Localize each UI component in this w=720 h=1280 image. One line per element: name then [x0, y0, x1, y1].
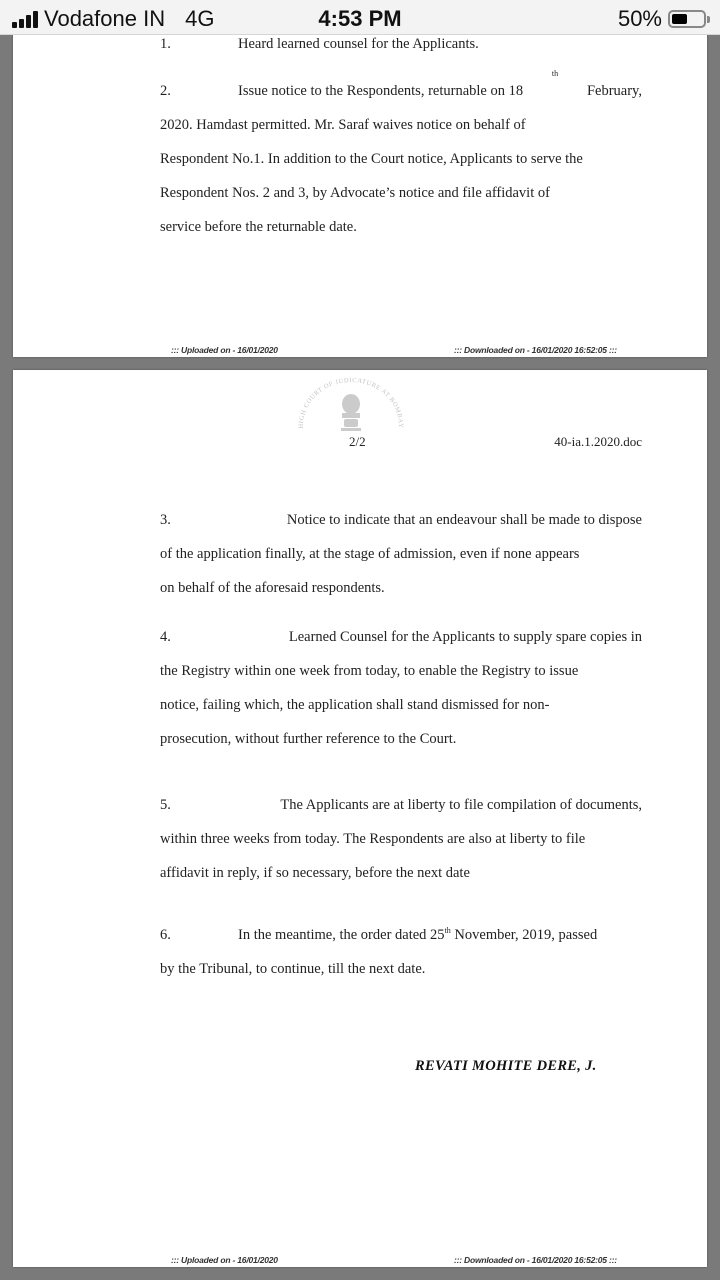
paragraph-2: [160, 69, 642, 244]
paragraph-number: 6.: [160, 927, 171, 943]
paragraph-line: on behalf of the aforesaid respondents.: [160, 580, 385, 596]
status-bar-right: [618, 6, 710, 32]
paragraph-1: [160, 35, 642, 53]
carrier-name: Vodafone IN: [44, 6, 166, 31]
paragraph-3: [160, 503, 642, 605]
document-page-1[interactable]: [13, 0, 707, 357]
svg-text:HIGH COURT OF JUDICATURE AT BO: HIGH COURT OF JUDICATURE AT BOMBAY: [297, 376, 405, 429]
paragraph-line-tail: November, 2019, passed: [450, 927, 598, 943]
paragraph-number: 3.: [160, 512, 171, 528]
paragraph-number: 1.: [160, 36, 171, 52]
ordinal-suffix: th: [444, 926, 451, 935]
paragraph-line: prosecution, without further reference to the Court.: [160, 731, 457, 747]
paragraph-line: by the Tribunal, to continue, till the next date.: [160, 961, 426, 977]
paragraph-line-tail: February,: [586, 83, 642, 99]
paragraph-line: The Applicants are at liberty to file compilation of documents,: [280, 797, 642, 813]
judge-signature: REVATI MOHITE DERE, J.: [415, 1058, 597, 1074]
paragraph-line: within three weeks from today. The Respondents are also at liberty to file: [160, 831, 586, 847]
network-type: 4G: [185, 6, 215, 31]
paragraph-line: Notice to indicate that an endeavour shall be made to dispose: [286, 512, 642, 528]
paragraph-line: service before the returnable date.: [160, 219, 357, 235]
downloaded-on-footer: ::: Downloaded on - 16/01/2020 16:52:05 :::: [454, 1255, 617, 1265]
paragraph-line: Respondent No.1. In addition to the Court notice, Applicants to serve the: [160, 151, 583, 167]
paragraph-line: notice, failing which, the application shall stand dismissed for non-: [160, 697, 550, 713]
paragraph-number: 5.: [160, 797, 171, 813]
paragraph-text: Heard learned counsel for the Applicants.: [238, 36, 479, 52]
paragraph-number: 4.: [160, 629, 171, 645]
ordinal-suffix: th: [551, 69, 559, 78]
battery-tip: [707, 16, 710, 23]
paragraph-5: [160, 788, 642, 890]
paragraph-4: [160, 620, 642, 756]
paragraph-6: [160, 918, 642, 986]
document-filename: 40-ia.1.2020.doc: [554, 434, 642, 449]
status-bar: [0, 0, 720, 35]
battery-percent: 50%: [617, 6, 662, 31]
paragraph-line: the Registry within one week from today, to enable the Registry to issue: [160, 663, 579, 679]
paragraph-number: 2.: [160, 83, 171, 99]
battery-icon: [668, 10, 706, 28]
clock: 4:53 PM: [318, 6, 402, 31]
battery-fill: [672, 14, 687, 24]
paragraph-line: 2020. Hamdast permitted. Mr. Saraf waives notice on behalf of: [160, 117, 526, 133]
downloaded-on-footer: ::: Downloaded on - 16/01/2020 16:52:05 :::: [454, 345, 617, 355]
paragraph-line: Respondent Nos. 2 and 3, by Advocate’s notice and file affidavit of: [160, 185, 550, 201]
document-page-2[interactable]: [13, 370, 707, 1267]
page-counter: 2/2: [349, 434, 366, 449]
paragraph-line: Issue notice to the Respondents, returnable on 18: [238, 83, 524, 99]
paragraph-line: In the meantime, the order dated 25: [238, 927, 445, 943]
paragraph-line: of the application finally, at the stage of admission, even if none appears: [160, 546, 580, 562]
paragraph-line: affidavit in reply, if so necessary, before the next date: [160, 865, 470, 881]
uploaded-on-footer: ::: Uploaded on - 16/01/2020: [171, 1255, 278, 1265]
uploaded-on-footer: ::: Uploaded on - 16/01/2020: [171, 345, 278, 355]
paragraph-line: Learned Counsel for the Applicants to supply spare copies in: [288, 629, 642, 645]
court-seal-emblem-icon: [291, 376, 411, 442]
